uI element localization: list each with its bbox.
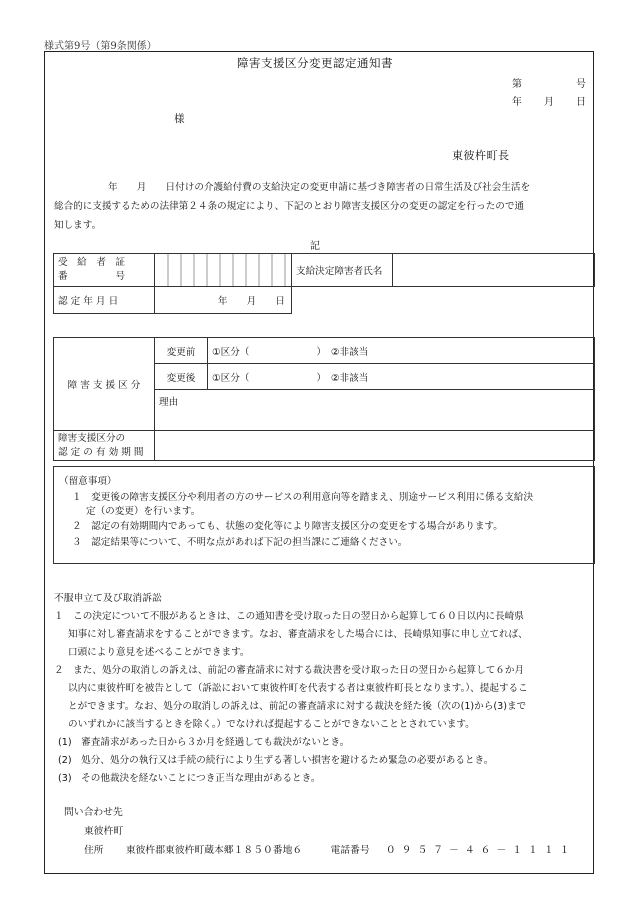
validity-period-label-a: 障害支援区分の [58, 432, 126, 444]
decided-person-name-label: 支給決定障害者氏名 [292, 254, 393, 287]
date-month: 月 [544, 97, 554, 108]
reason-field[interactable] [155, 390, 595, 431]
certification-date-label: 認 定 年 月 日 [54, 287, 155, 314]
after-change-label: 変更後 [155, 364, 208, 390]
phone-value: ０９５７－４６－１１１１ [385, 845, 576, 856]
recipient-number-label-b: 番 号 [58, 271, 126, 282]
before-change-label: 変更前 [155, 338, 208, 364]
intro-paragraph [54, 178, 586, 235]
appeal-title: 不服申立て及び取消訴訟 [54, 593, 162, 604]
notes-heading: （留意事項） [59, 476, 117, 487]
certification-date-field[interactable]: 年 月 日 [155, 287, 292, 314]
validity-period-label-b: 認 定 の 有 効 期 間 [58, 446, 144, 458]
phone-label: 電話番号 [330, 845, 370, 856]
note-3: ３ 認定結果等について、不明な点があれば下記の担当課にご連絡ください。 [72, 537, 408, 548]
decided-person-name-field[interactable] [393, 254, 595, 287]
appeal-s1: (1) 審査請求があった日から３か月を経過しても裁決がないとき。 [58, 737, 350, 748]
recipient-number-label [54, 254, 155, 287]
appeal-p2b: 以内に東彼杵町を被告として（訴訟において東彼杵町を代表する者は東彼杵町長となります。）、提起するこ [68, 683, 528, 694]
appeal-p2a: ２ また、処分の取消しの訴えは、前記の審査請求に対する裁決書を受け取った日の翌日から起算して６か月 [54, 665, 525, 676]
issue-date [512, 93, 586, 108]
recipient-suffix: 様 [174, 113, 185, 125]
note-1a: １ 変更後の障害支援区分や利用者の方のサービスの利用意向等を踏まえ、別途サービス利用に係る支給決 [72, 492, 534, 503]
before-change-options[interactable]: ①区分（ ） ②非該当 [208, 338, 595, 364]
appeal-s3: (3) その他裁決を経ないことにつき正当な理由があるとき。 [58, 773, 321, 784]
appeal-p2d: のいずれかに該当するときを除く。）でなければ提起することができないこととされています。 [68, 719, 475, 730]
support-category-table [53, 337, 595, 461]
document-number [512, 75, 586, 90]
appeal-s2: (2) 処分、処分の執行又は手続の続行により生ずる著しい損害を避けるため緊急の必要があるとき。 [58, 755, 494, 766]
blank-cell [292, 287, 595, 314]
doc-no-go: 号 [576, 79, 586, 90]
intro-line-3: 知します。 [54, 220, 102, 231]
intro-line-1: 年 月 日付けの介護給付費の支給決定の変更申請に基づき障害者の日常生活及び社会生活を [108, 182, 531, 193]
contact-org: 東彼杵町 [84, 826, 124, 837]
recipient-number-label-a: 受 給 者 証 [58, 257, 126, 268]
ki-heading: 記 [310, 241, 320, 252]
appeal-p1b: 知事に対し審査請求をすることができます。なお、審査請求をした場合には、長崎県知事に申し立てれば、 [68, 629, 528, 640]
appeal-p2c: とができます。なお、処分の取消しの訴えは、前記の審査請求に対する裁決を経た後（次の(1)から(3)まで [68, 701, 527, 712]
date-year: 年 [512, 97, 522, 108]
validity-period-field[interactable] [155, 431, 595, 461]
appeal-p1c: 口頭により意見を述べることができます。 [68, 647, 250, 658]
address-label: 住所 [84, 845, 104, 856]
validity-period-label [54, 431, 155, 461]
notes-box [53, 466, 595, 564]
address-value: 東彼杵郡東彼杵町蔵本郷１８５０番地６ [125, 845, 303, 856]
issuer-name: 東彼杵町長 [452, 149, 510, 162]
recipient-number-field[interactable] [155, 254, 292, 287]
form-number: 様式第9号（第9条関係） [44, 41, 157, 52]
note-1b: 定（の変更）を行います。 [86, 506, 201, 517]
recipient-table [53, 253, 595, 314]
contact-address-row [84, 842, 575, 856]
document-frame [44, 51, 594, 874]
intro-line-2: 総合的に支援するための法律第２４条の規定により、下記のとおり障害支援区分の変更の認定を行ったので通 [54, 201, 525, 212]
after-change-options[interactable]: ①区分（ ） ②非該当 [208, 364, 595, 390]
doc-no-dai: 第 [512, 79, 522, 90]
support-category-label: 障 害 支 援 区 分 [54, 338, 155, 431]
appeal-p1a: １ この決定について不服があるときは、この通知書を受け取った日の翌日から起算して６０日以内に長崎県 [54, 611, 524, 622]
note-2: ２ 認定の有効期間内であっても、状態の変化等により障害支援区分の変更をする場合があります。 [72, 521, 503, 532]
reason-label: 理由 [159, 397, 179, 408]
date-day: 日 [576, 97, 586, 108]
document-title: 障害支援区分変更認定通知書 [237, 56, 393, 70]
contact-heading: 問い合わせ先 [64, 807, 123, 818]
